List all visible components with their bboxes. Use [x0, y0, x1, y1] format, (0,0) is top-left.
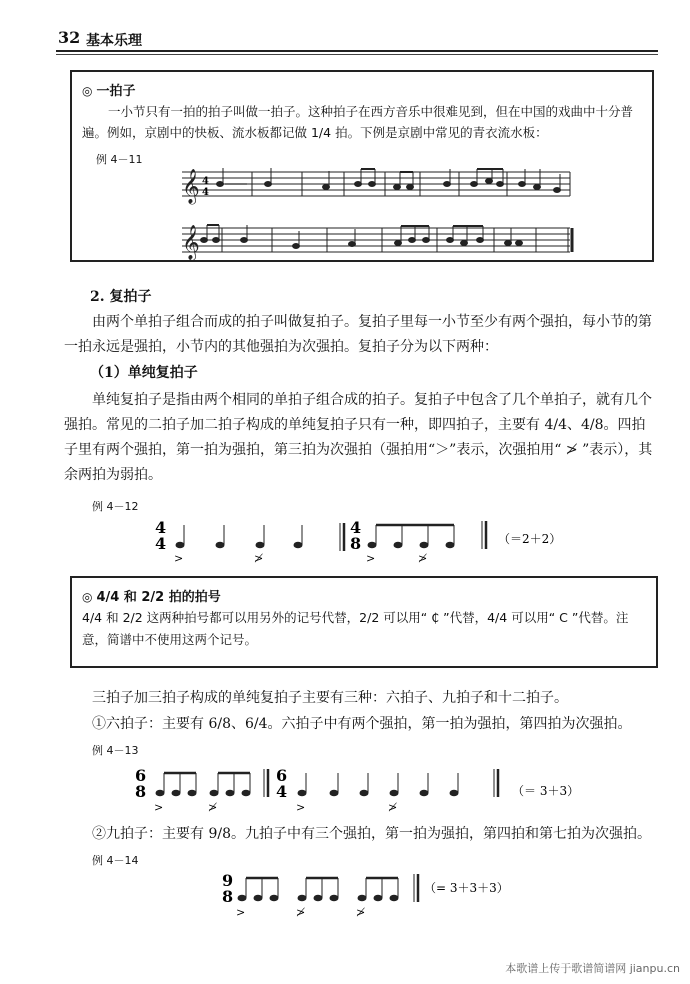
page-number: 32 [58, 28, 81, 47]
box-title: 4/4 和 2/2 拍的拍号 [96, 590, 221, 605]
paragraph-triple-compound: 三拍子加三拍子构成的单纯复拍子主要有三种：六拍子、九拍子和十二拍子。 [92, 690, 568, 706]
rhythm-example-4-14 [220, 870, 540, 920]
meter-formula: （＝2＋2） [498, 532, 562, 546]
bullet-circle-icon: ◎ [82, 84, 93, 98]
time-signature-bottom: 8 [135, 782, 147, 801]
time-signature-bottom: 4 [155, 534, 167, 553]
svg-text:𝄞: 𝄞 [182, 225, 200, 260]
example-label: 例 4－13 [92, 744, 139, 757]
time-signature-bottom: 8 [222, 887, 234, 906]
rhythm-example-4-13 [130, 765, 610, 815]
svg-text:≯: ≯ [388, 801, 398, 814]
svg-text:>: > [174, 552, 184, 565]
running-title: 基本乐理 [86, 33, 142, 49]
header-rule [56, 50, 658, 52]
time-signature-top: 4 [350, 518, 362, 537]
svg-text:𝄞: 𝄞 [182, 169, 200, 204]
time-signature-top: 4 [155, 518, 167, 537]
sub-heading: （1）单纯复拍子 [90, 365, 198, 381]
svg-text:>: > [236, 906, 246, 919]
time-signature-bottom: 4 [202, 187, 209, 198]
header-rule-thin [56, 54, 658, 55]
meter-formula: （＝ 3＋3） [512, 784, 580, 798]
section-heading: 2. 复拍子 [90, 289, 152, 305]
svg-text:≯: ≯ [356, 906, 366, 919]
time-signature-top: 6 [276, 766, 288, 785]
svg-text:>: > [296, 801, 306, 814]
svg-text:≯: ≯ [418, 552, 428, 565]
paragraph-compound-meter: 由两个单拍子组合而成的拍子叫做复拍子。复拍子里每一小节至少有两个强拍，每小节的第一拍永远是强拍，小节内的其他强拍为次强拍。复拍子分为以下两种： [64, 314, 652, 355]
example-label: 例 4－12 [92, 500, 139, 513]
info-box-time-signature [70, 576, 658, 668]
paragraph-simple-compound: 单纯复拍子是指由两个相同的单拍子组合成的拍子。复拍子中包含了几个单拍子，就有几个强拍。常见的二拍子加二拍子构成的单纯复拍子只有一种，即四拍子，主要有 4/4、4/8。四拍子里有两个强拍，第一拍为强拍，第三拍为次强拍（强拍用“＞”表示，次强拍用“ ≯ ”表示），其余两拍为弱拍。 [64, 392, 653, 483]
time-signature-bottom: 8 [350, 534, 362, 553]
svg-text:≯: ≯ [254, 552, 264, 565]
paragraph-nine-beat: ②九拍子：主要有 9/8。九拍子中有三个强拍，第一拍为强拍，第四拍和第七拍为次强拍。 [92, 826, 651, 842]
example-label: 例 4－11 [96, 153, 143, 166]
time-signature-bottom: 4 [276, 782, 288, 801]
svg-text:≯: ≯ [296, 906, 306, 919]
time-signature-top: 6 [135, 766, 147, 785]
box-paragraph: 4/4 和 2/2 这两种拍号都可以用另外的记号代替，2/2 可以用“ ₵ ”代替，4/4 可以用“ C ”代替。注意，简谱中不使用这两个记号。 [82, 610, 629, 647]
bullet-circle-icon: ◎ [82, 590, 93, 604]
info-box-single-beat [70, 70, 654, 262]
music-example-4-11 [82, 164, 642, 274]
example-label: 例 4－14 [92, 854, 139, 867]
svg-text:>: > [154, 801, 164, 814]
box-title: 一拍子 [96, 84, 136, 99]
svg-text:≯: ≯ [208, 801, 218, 814]
paragraph-six-beat: ①六拍子：主要有 6/8、6/4。六拍子中有两个强拍，第一拍为强拍，第四拍为次强拍。 [92, 716, 632, 732]
meter-formula: （= 3＋3＋3） [424, 881, 509, 895]
rhythm-example-4-12 [150, 515, 590, 565]
time-signature-top: 9 [222, 871, 234, 890]
box-paragraph: 一小节只有一拍的拍子叫做一拍子。这种拍子在西方音乐中很难见到，但在中国的戏曲中十分普遍。例如，京剧中的快板、流水板都记做 1/4 拍。下例是京剧中常见的青衣流水板： [82, 104, 634, 140]
svg-text:>: > [366, 552, 376, 565]
watermark-footer: 本歌谱上传于歌谱简谱网 jianpu.cn [505, 962, 680, 975]
time-signature-top: 4 [202, 176, 209, 187]
